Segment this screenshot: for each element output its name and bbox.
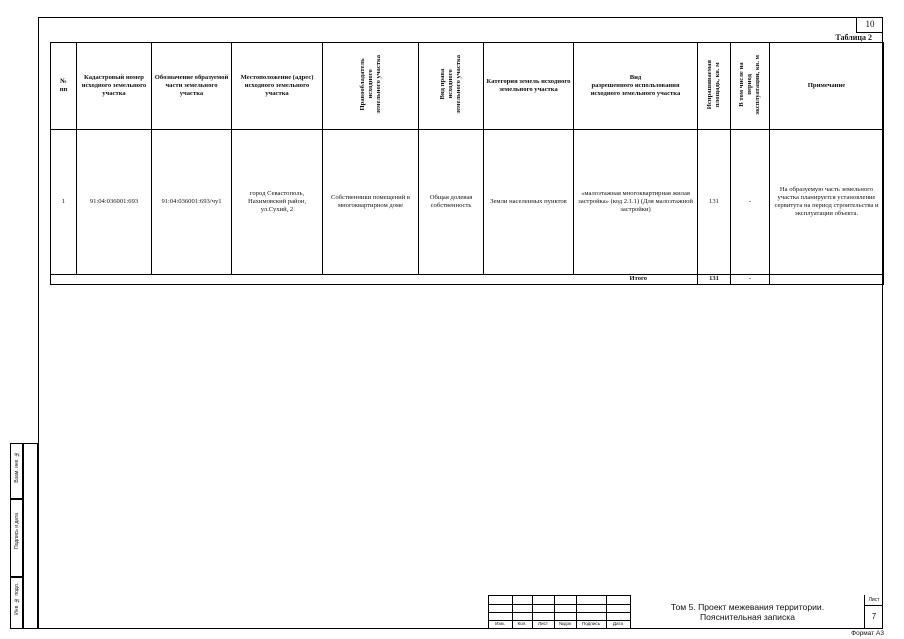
header-exploitation: В том числе на период эксплуатации, кв. м [731, 43, 770, 130]
cell-note: На образуемую часть земельного участка планируется установление сервитута на период строительства и эксплуатации объекта. [770, 130, 884, 275]
cell-location: город Севастополь, Нахимовский район, ул.Сухий, 2 [232, 130, 323, 275]
header-area: Испрашиваемая площадь, кв. м [698, 43, 731, 130]
stamp-col-kol: Кол. [517, 621, 527, 626]
sheet-number: 7 [871, 612, 877, 621]
header-category: Категория земель исходного земельного участка [484, 43, 574, 130]
header-note: Примечание [770, 43, 884, 130]
table-caption: Таблица 2 [835, 33, 872, 42]
page-number: 10 [856, 17, 883, 33]
cell-right-type: Общая долевая собственность [419, 130, 484, 275]
header-cadastral: Кадастровый номер исходного земельного участка [77, 43, 152, 130]
title-block [488, 595, 883, 629]
sidebar-value-column [23, 443, 38, 629]
header-designation: Обозначение образуемой части земельного участка [152, 43, 232, 130]
cell-designation: 91:04:036001:693/чу1 [152, 130, 232, 275]
cell-num: 1 [51, 130, 77, 275]
header-permitted-use: Вид разрешенного использования исходного земельного участка [574, 43, 698, 130]
sidebar-label-inv: Инв. № подл. [13, 583, 20, 615]
cell-area: 131 [698, 130, 731, 275]
cell-holder: Собственники помещений в многоквартирном доме [323, 130, 419, 275]
table-header-row [51, 43, 884, 130]
total-note [770, 275, 884, 285]
cell-category: Земли населенных пунктов [484, 130, 574, 275]
table-row [51, 130, 884, 275]
cell-exploitation: - [731, 130, 770, 275]
title-block-grid [488, 595, 630, 629]
header-right-type: Вид права исходного земельного участка [419, 43, 484, 130]
document-title [630, 595, 864, 629]
stamp-col-list: Лист [538, 621, 548, 626]
left-stamp [10, 443, 38, 629]
parcel-table [50, 42, 884, 285]
sidebar-label-sign-date: Подпись и дата [13, 513, 20, 549]
stamp-col-izm: Изм. [495, 621, 505, 626]
header-location: Местоположение (адрес) исходного земельного участка [232, 43, 323, 130]
total-row [51, 275, 884, 285]
sidebar-label-inv-orig: Взам. инв. № [13, 451, 20, 483]
stamp-col-date: Дата [612, 621, 624, 626]
cell-cadastral: 91:04:036001:693 [77, 130, 152, 275]
document-title-line2: Пояснительная записка [699, 612, 796, 622]
document-title-line1: Том 5. Проект межевания территории. [670, 602, 825, 612]
header-num: № пп [51, 43, 77, 130]
header-holder: Правообладатель исходного земельного участка [323, 43, 419, 130]
stamp-col-ndok: №док [558, 621, 572, 626]
total-area: 131 [698, 275, 731, 285]
stamp-col-signature: Подпись [581, 621, 601, 626]
paper-format: Формат А3 [851, 630, 884, 637]
sheet-label: Лист [865, 595, 883, 606]
total-exploitation: - [731, 275, 770, 285]
sheet-box [864, 595, 883, 629]
total-label: Итого [51, 275, 698, 285]
cell-permitted-use: «малоэтажная многоквартирная жилая застройка» (код 2.1.1) (Для малоэтажной застройки) [574, 130, 698, 275]
